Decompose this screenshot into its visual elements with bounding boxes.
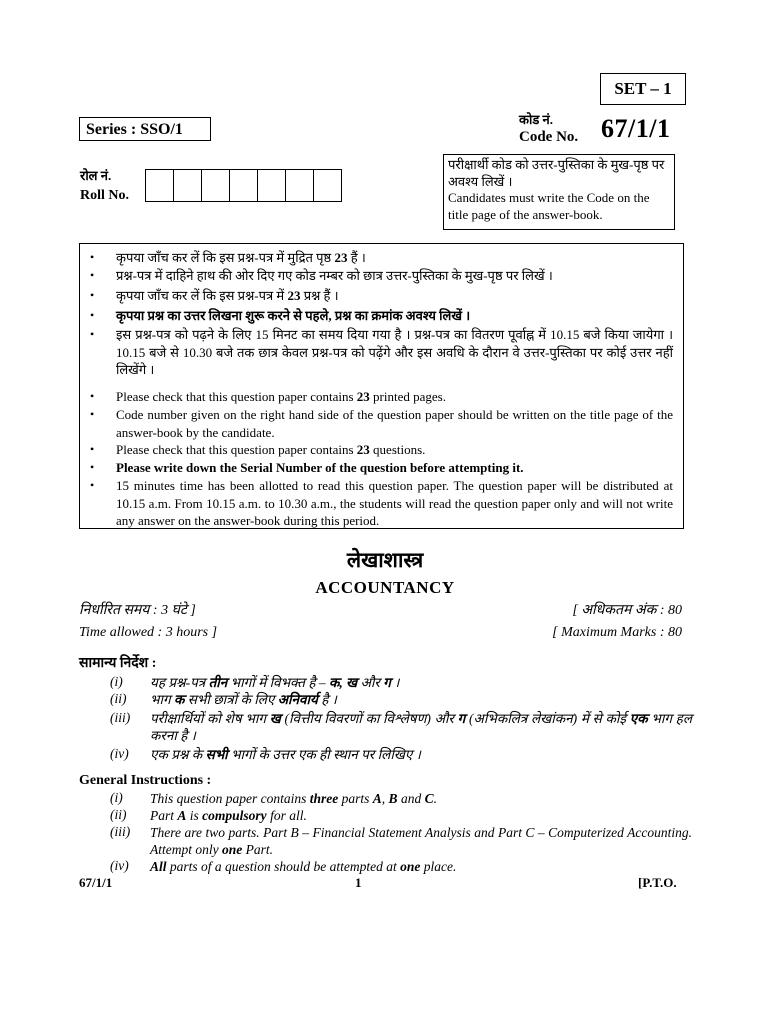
instruction-text: कृपया जाँच कर लें कि इस प्रश्न-पत्र में 23 प्रश्न हैं । xyxy=(116,288,339,303)
code-label-hindi: कोड नं. xyxy=(519,112,554,127)
bold-count: 23 xyxy=(356,389,370,404)
bullet-icon: • xyxy=(90,407,95,421)
general-instruction-hindi-number: (iv) xyxy=(110,746,129,761)
instruction-text: कृपया प्रश्न का उत्तर लिखना शुरू करने से पहले, प्रश्न का क्रमांक अवश्य लिखें । xyxy=(116,308,471,323)
general-instructions-heading: General Instructions : xyxy=(79,773,212,788)
general-instruction-text: Part A is compulsory for all. xyxy=(150,808,307,823)
pto-label: [P.T.O. xyxy=(638,875,677,890)
instruction-text: कृपया जाँच कर लें कि इस प्रश्न-पत्र में मुद्रित पृष्ठ 23 हैं । xyxy=(116,250,366,265)
page-number: 1 xyxy=(355,875,362,890)
instructions-box xyxy=(79,243,684,529)
code-note-english: Candidates must write the Code on the title page of the answer-book. xyxy=(448,190,650,222)
bold-count: 23 xyxy=(356,442,370,457)
roll-number-boxes[interactable] xyxy=(146,169,342,202)
time-allowed-hindi: निर्धारित समय : 3 घंटे ] xyxy=(79,603,196,618)
general-instruction-hindi-number: (ii) xyxy=(110,691,127,706)
general-instruction-number: (ii) xyxy=(110,807,127,822)
bullet-icon: • xyxy=(90,389,95,403)
code-note-hindi: परीक्षार्थी कोड को उत्तर-पुस्तिका के मुख-पृष्ठ पर अवश्य लिखें । xyxy=(448,157,665,189)
bold-count: 23 xyxy=(287,288,301,303)
bold-count: 23 xyxy=(334,250,348,265)
general-instruction-hindi-text: यह प्रश्न-पत्र तीन भागों में विभक्त है – क, ख और ग । xyxy=(150,675,400,690)
general-instructions-hindi-heading: सामान्य निर्देश : xyxy=(79,656,157,671)
instruction-text: 15 minutes time has been allotted to read this question paper. The question paper will be distributed at 10.15 a.m. From 10.15 a.m. to 10.30 a.m., the students will read the question paper only and will not write any answer on the answer-book during this period. xyxy=(116,478,673,528)
code-note-box xyxy=(443,154,675,230)
general-instruction-text: All parts of a question should be attempted at one place. xyxy=(150,859,457,874)
bullet-icon: • xyxy=(90,460,95,474)
instruction-text: Please check that this question paper contains 23 printed pages. xyxy=(116,389,446,404)
general-instruction-hindi-text: भाग क सभी छात्रों के लिए अनिवार्य है । xyxy=(150,692,337,707)
instruction-text: Please write down the Serial Number of the question before attempting it. xyxy=(116,460,524,475)
instruction-text: प्रश्न-पत्र में दाहिने हाथ की ओर दिए गए कोड नम्बर को छात्र उत्तर-पुस्तिका के मुख-पृष्ठ पर लिखें । xyxy=(116,268,553,283)
bullet-icon: • xyxy=(90,442,95,456)
roll-cell[interactable] xyxy=(145,169,174,202)
time-allowed: Time allowed : 3 hours ] xyxy=(79,625,218,640)
roll-cell[interactable] xyxy=(201,169,230,202)
roll-label-hindi: रोल नं. xyxy=(80,168,112,183)
footer-code: 67/1/1 xyxy=(79,875,113,890)
general-instruction-text: There are two parts. Part B – Financial Statement Analysis and Part C – Computerized Accounting. Attempt only one Part. xyxy=(150,825,692,857)
bullet-icon: • xyxy=(90,288,95,302)
bullet-icon: • xyxy=(90,327,95,341)
code-number: 67/1/1 xyxy=(601,114,671,143)
bullet-icon: • xyxy=(90,250,95,264)
general-instruction-number: (iii) xyxy=(110,824,131,839)
instruction-text: Code number given on the right hand side of the question paper should be written on the title page of the answer-book by the candidate. xyxy=(116,407,673,440)
series-label: Series : SSO/1 xyxy=(79,117,211,141)
bullet-icon: • xyxy=(90,268,95,282)
max-marks-hindi: [ अधिकतम अंक : 80 xyxy=(572,603,682,618)
subject-title: ACCOUNTANCY xyxy=(315,578,455,597)
roll-cell[interactable] xyxy=(285,169,314,202)
roll-label: Roll No. xyxy=(80,188,129,203)
subject-title-hindi: लेखाशास्त्र xyxy=(346,548,424,572)
general-instruction-text: This question paper contains three parts A, B and C. xyxy=(150,791,437,806)
instruction-text: Please check that this question paper contains 23 questions. xyxy=(116,442,426,457)
max-marks: [ Maximum Marks : 80 xyxy=(552,625,682,640)
code-label: Code No. xyxy=(519,129,579,145)
roll-cell[interactable] xyxy=(229,169,258,202)
bullet-icon: • xyxy=(90,478,95,492)
general-instruction-hindi-text: एक प्रश्न के सभी भागों के उत्तर एक ही स्थान पर लिखिए । xyxy=(150,747,421,762)
general-instruction-hindi-number: (i) xyxy=(110,674,123,689)
general-instruction-hindi-number: (iii) xyxy=(110,710,131,725)
roll-cell[interactable] xyxy=(173,169,202,202)
general-instruction-number: (iv) xyxy=(110,858,129,873)
roll-cell[interactable] xyxy=(257,169,286,202)
set-label: SET – 1 xyxy=(600,73,686,105)
instruction-text: इस प्रश्न-पत्र को पढ़ने के लिए 15 मिनट का समय दिया गया है । प्रश्न-पत्र का वितरण पूर्वाह्न में 10.15 बजे किया जायेगा । 10.15 बजे से 10.30 बजे तक छात्र केवल प्रश्न-पत्र को पढ़ेंगे और इस अवधि के दौरान वे उत्तर-पुस्तिका पर कोई उत्तर नहीं लिखेंगे । xyxy=(116,327,673,377)
bullet-icon: • xyxy=(90,308,95,322)
roll-cell[interactable] xyxy=(313,169,342,202)
general-instruction-hindi-text: परीक्षार्थियों को शेष भाग ख (वित्तीय विवरणों का विश्लेषण) और ग (अभिकलित्र लेखांकन) में से कोई एक भाग हल करना है । xyxy=(150,711,693,743)
general-instruction-number: (i) xyxy=(110,790,123,805)
